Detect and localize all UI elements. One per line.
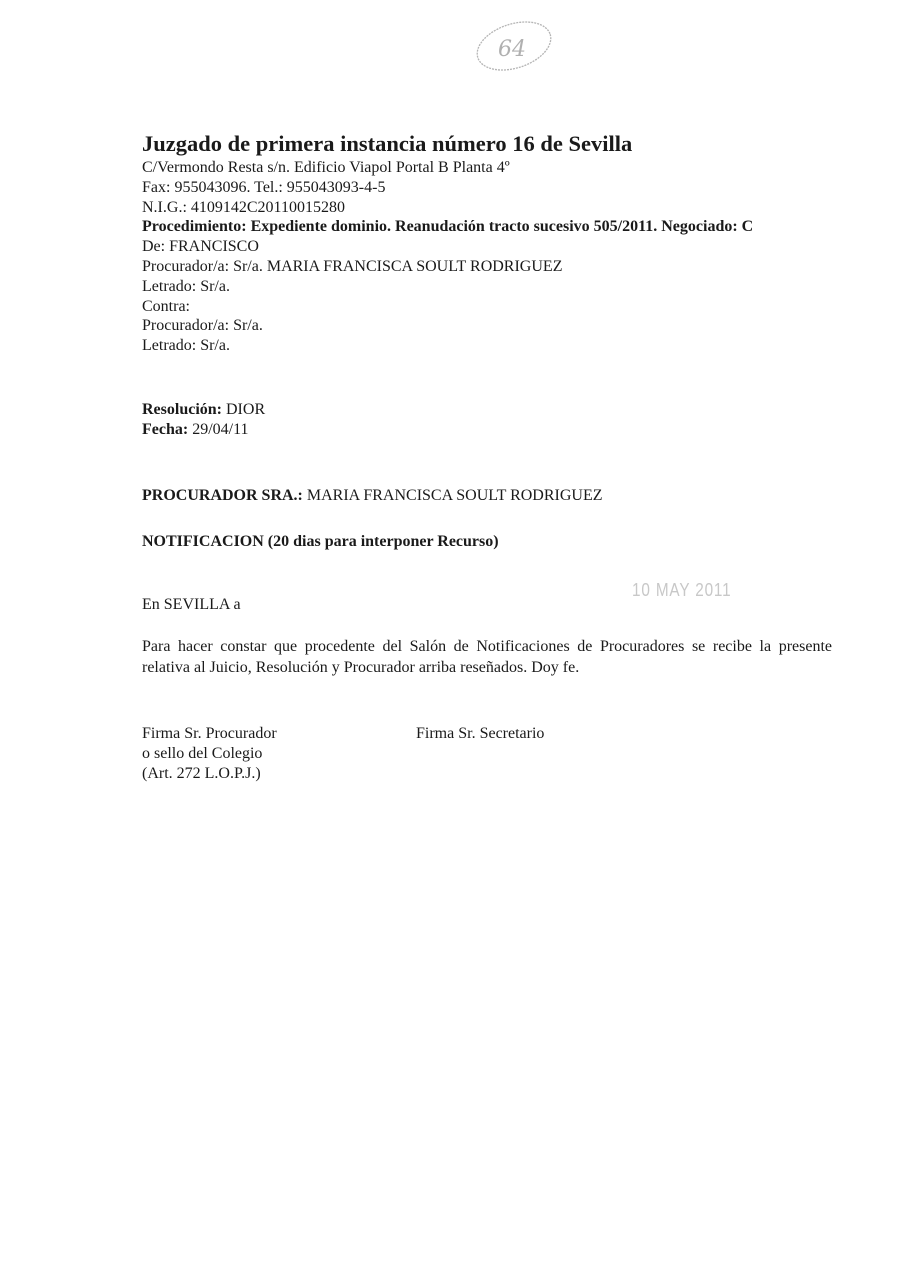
- notification-heading: NOTIFICACION (20 dias para interponer Recurso): [142, 533, 499, 550]
- svg-text:64: 64: [498, 37, 526, 62]
- contra: Contra:: [142, 297, 190, 315]
- letrado-plaintiff: Letrado: Sr/a.: [142, 277, 230, 295]
- procurador-value: MARIA FRANCISCA SOULT RODRIGUEZ: [306, 487, 603, 504]
- procurador-line: [142, 486, 603, 506]
- court-title: Juzgado de primera instancia número 16 de Sevilla: [142, 131, 633, 156]
- procurador-defendant: Procurador/a: Sr/a.: [142, 317, 263, 335]
- date-value: 29/04/11: [192, 421, 249, 438]
- court-address: C/Vermondo Resta s/n. Edificio Viapol Portal B Planta 4º: [142, 159, 510, 176]
- resolution-label: Resolución:: [142, 401, 222, 418]
- signature-secretario: Firma Sr. Secretario: [416, 725, 545, 742]
- signature-procurador-line: o sello del Colegio: [142, 744, 263, 762]
- signature-procurador-line: (Art. 272 L.O.P.J.): [142, 764, 261, 782]
- court-phone: Fax: 955043096. Tel.: 955043093-4-5: [142, 178, 386, 196]
- date: [142, 420, 249, 440]
- date-label: Fecha:: [142, 421, 189, 438]
- place: En SEVILLA a: [142, 596, 241, 613]
- nig: N.I.G.: 4109142C20110015280: [142, 198, 345, 216]
- signature-procurador-line: Firma Sr. Procurador: [142, 725, 277, 742]
- letrado-defendant: Letrado: Sr/a.: [142, 337, 230, 355]
- signature-procurador: [142, 724, 277, 783]
- resolution: [142, 400, 265, 420]
- header-block: [142, 158, 753, 356]
- procurador-plaintiff: Procurador/a: Sr/a. MARIA FRANCISCA SOULT RODRIGUEZ: [142, 257, 563, 275]
- procurador-label: PROCURADOR SRA.:: [142, 487, 303, 504]
- handwritten-folio-number: [472, 18, 556, 74]
- plaintiff: De: FRANCISCO: [142, 238, 259, 256]
- resolution-value: DIOR: [226, 401, 266, 418]
- body-text: Para hacer constar que procedente del Salón de Notificaciones de Procuradores se recibe la presente relativa al Juicio, Resolución y Procurador arriba reseñados. Doy fe.: [142, 638, 832, 676]
- received-date-stamp: 10 MAY 2011: [632, 580, 732, 600]
- procedure: Procedimiento: Expediente dominio. Reanudación tracto sucesivo 505/2011. Negociado: C: [142, 218, 754, 236]
